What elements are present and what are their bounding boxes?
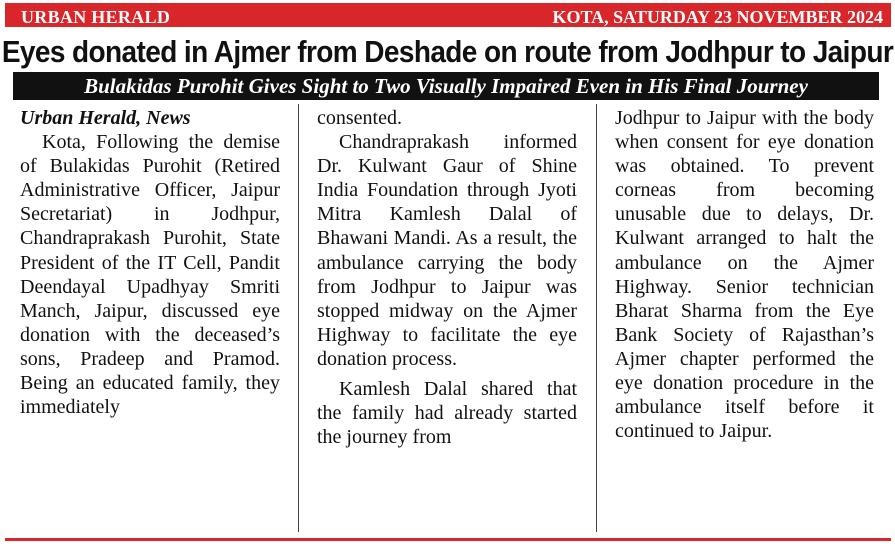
byline: Urban Herald, News — [20, 107, 191, 129]
masthead-bar — [5, 3, 891, 27]
column-divider — [596, 104, 597, 532]
article-headline: Eyes donated in Ajmer from Deshade on route from Jodhpur to Jaipur — [1, 35, 894, 69]
paragraph-1-end: consented. — [317, 107, 402, 129]
paragraph-3: Kamlesh Dalal shared that the family had already started the journey from — [317, 378, 577, 449]
paragraph-2: Chandraprakash informed Dr. Kulwant Gaur of Shine India Foundation through Jyoti Mitra Kamlesh Dalal of Bhawani Mandi. As a result, the ambulance carrying the body from Jodhpur to Jaipur was stopped midway on the Ajmer Highway to facilitate the eye donation process. — [317, 131, 577, 370]
article-column-3 — [615, 106, 874, 443]
bottom-rule — [5, 538, 891, 541]
article-subheadline: Bulakidas Purohit Gives Sight to Two Visually Impaired Even in His Final Journey — [84, 74, 808, 98]
paper-name: URBAN HERALD — [21, 7, 171, 27]
article-column-1 — [20, 106, 280, 419]
dateline: KOTA, SATURDAY 23 NOVEMBER 2024 — [552, 7, 883, 27]
column-divider — [298, 104, 299, 532]
article-column-2 — [317, 106, 577, 449]
subheadline-bar — [13, 72, 879, 100]
paragraph-1: Kota, Following the demise of Bulakidas Purohit (Retired Administrative Officer, Jaipur Secretariat) in Jodhpur, Chandraprakash Purohit, State President of the IT Cell, Pandit Deendayal Upadhyay Smriti Manch, Jaipur, discussed eye donation with the deceased’s sons, Pradeep and Pramod. Being an educated family, they immediately — [20, 131, 280, 419]
paragraph-3-end: Jodhpur to Jaipur with the body when consent for eye donation was obtained. To prevent corneas from becoming unusable due to delays, Dr. Kulwant arranged to halt the ambulance on the Ajmer Highway. Senior technician Bharat Sharma from the Eye Bank Society of Rajasthan’s Ajmer chapter performed the eye donation procedure in the ambulance itself before it continued to Jaipur. — [615, 107, 874, 443]
